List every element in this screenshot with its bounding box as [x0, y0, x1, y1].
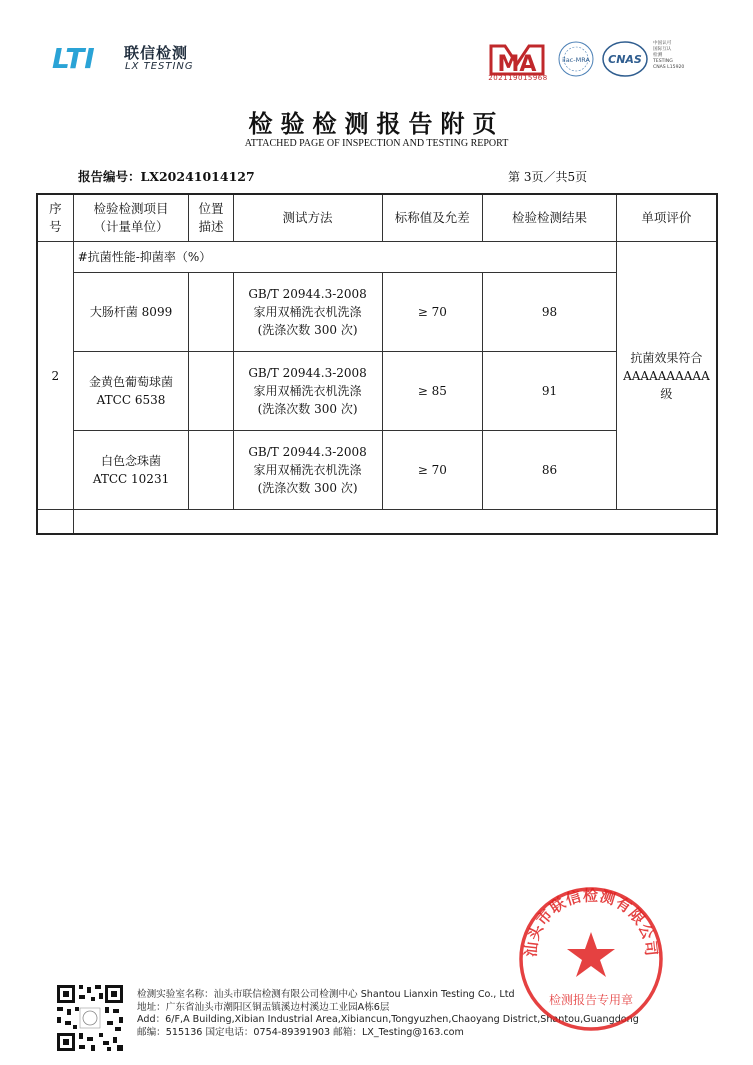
seq-cell: 2 [37, 242, 73, 510]
footer-address-en: Add：6/F,A Building,Xibian Industrial Area,Xibiancun,Tongyuzhen,Chaoyang District,Shantou,Guangdong [137, 1014, 639, 1025]
ilac-mra-icon [556, 40, 596, 78]
report-number: 报告编号：LX20241014127 [78, 169, 255, 184]
header-standard: 标称值及允差 [382, 194, 483, 242]
standard-cell: ≥ 70 [382, 431, 483, 510]
header-method: 测试方法 [233, 194, 382, 242]
header-position: 位置描述 [189, 194, 233, 242]
header-item: 检验检测项目（计量单位） [73, 194, 189, 242]
footer-address-cn: 地址：广东省汕头市潮阳区铜盂镇溪边村溪边工业园A栋6层 [137, 1001, 390, 1013]
svg-text:ilac-MRA: ilac-MRA [562, 56, 590, 64]
table-header-row [37, 194, 717, 242]
result-cell: 98 [483, 273, 617, 352]
table-row [37, 431, 717, 510]
blank-cell [37, 510, 73, 535]
page-subtitle: ATTACHED PAGE OF INSPECTION AND TESTING REPORT [244, 138, 509, 149]
svg-text:MA: MA [497, 52, 537, 77]
table-row [37, 273, 717, 352]
item-cell: 大肠杆菌 8099 [73, 273, 189, 352]
cnas-icon [602, 41, 648, 77]
lti-logo-icon [52, 42, 120, 72]
header-evaluation: 单项评价 [616, 194, 717, 242]
standard-cell: ≥ 85 [382, 352, 483, 431]
cma-number: 202119015968 [488, 74, 548, 82]
standard-cell: ≥ 70 [382, 273, 483, 352]
method-cell: GB/T 20944.3-2008 家用双桶洗衣机洗涤 (洗涤次数 300 次) [233, 273, 382, 352]
position-cell [189, 273, 233, 352]
header-result: 检验检测结果 [483, 194, 617, 242]
company-logo [52, 42, 202, 76]
result-cell: 91 [483, 352, 617, 431]
footer-contact-info: 邮编：515136 国定电话：0754-89391903 邮箱：LX_Testing@163.com [137, 1026, 464, 1038]
method-cell: GB/T 20944.3-2008 家用双桶洗衣机洗涤 (洗涤次数 300 次) [233, 431, 382, 510]
blank-cell [73, 510, 717, 535]
svg-text:LTI: LTI [52, 42, 95, 72]
results-table [36, 193, 718, 535]
svg-text:汕头市联信检测有限公司: 汕头市联信检测有限公司 [521, 886, 661, 958]
section-row [37, 242, 717, 273]
company-seal-stamp [518, 886, 664, 1032]
cnas-accreditation-text: 中国认可 国际互认 检测 TESTING CNAS L15920 [653, 41, 685, 70]
logo-chinese-name: 联信检测 [124, 44, 189, 62]
page-title: 检验检测报告附页 [248, 109, 505, 138]
section-title: #抗菌性能-抑菌率（%） [73, 242, 616, 273]
position-cell [189, 431, 233, 510]
page-number: 第 3页／共5页 [508, 170, 588, 184]
evaluation-cell: 抗菌效果符合AAAAAAAAAA级 [616, 242, 717, 510]
table-row [37, 352, 717, 431]
svg-text:CNAS: CNAS [608, 53, 642, 66]
item-cell: 白色念珠菌 ATCC 10231 [73, 431, 189, 510]
result-cell: 86 [483, 431, 617, 510]
header-seq: 序号 [37, 194, 73, 242]
method-cell: GB/T 20944.3-2008 家用双桶洗衣机洗涤 (洗涤次数 300 次) [233, 352, 382, 431]
item-cell: 金黄色葡萄球菌 ATCC 6538 [73, 352, 189, 431]
svg-text:检测报告专用章: 检测报告专用章 [548, 993, 634, 1007]
logo-english-name: LX TESTING [125, 61, 194, 72]
footer-lab-name: 检测实验室名称：汕头市联信检测有限公司检测中心 Shantou Lianxin Testing Co., Ltd [137, 989, 515, 1000]
qr-code-icon [55, 983, 125, 1053]
position-cell [189, 352, 233, 431]
blank-row [37, 510, 717, 535]
